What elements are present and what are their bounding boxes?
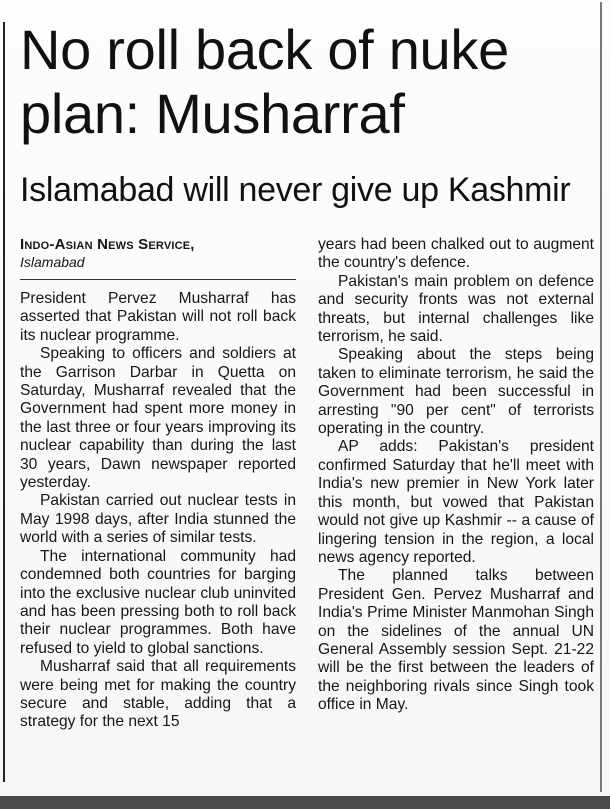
article-column-left [20, 236, 296, 732]
paragraph-7: Speaking about the steps being taken to eliminate terrorism, he said the Government had been successful in arresting "90 per cent" of terrorists operating in the country. [318, 346, 594, 438]
byline-divider [20, 279, 296, 280]
paragraph-5-end: years had been chalked out to augment the country's defence. [318, 236, 594, 272]
paragraph-8: AP adds: Pakistan's president confirmed Saturday that he'll meet with India's new premier in New York later this month, but vowed that Pakistan would not give up Kashmir -- a cause of lingering tension in the region, a local news agency reported. [318, 438, 594, 566]
right-edge-rule [600, 2, 602, 792]
byline: Indo-Asian News Service, [20, 236, 195, 253]
dateline: Islamabad [20, 254, 85, 270]
headline-line-1: No roll back of nuke [20, 18, 509, 81]
headline [20, 18, 600, 146]
paragraph-2: Speaking to officers and soldiers at the Garrison Darbar in Quetta on Saturday, Musharraf revealed that the Government had spent more money in the last three or four years improving its nuclear capability than during the last 30 years, Dawn newspaper reported yesterday. [20, 345, 296, 492]
paragraph-1: President Pervez Musharraf has asserted that Pakistan will not roll back its nuclear programme. [20, 290, 296, 344]
page-bottom-edge [0, 796, 610, 809]
paragraph-4: The international community had condemned both countries for barging into the exclusive nuclear club uninvited and has been pressing both to roll back their nuclear programmes. Both have refused to yield to global sanctions. [20, 547, 296, 657]
paragraph-5-start: Musharraf said that all requirements were being met for making the country secure and stable, adding that a strategy for the next 15 [20, 658, 296, 731]
paragraph-3: Pakistan carried out nuclear tests in May 1998 days, after India stunned the world with a series of similar tests. [20, 492, 296, 547]
left-column-rule [3, 22, 5, 782]
article-column-right [318, 236, 594, 715]
paragraph-6: Pakistan's main problem on defence and security fronts was not external threats, but internal challenges like terrorism, he said. [318, 272, 594, 346]
headline-line-2: plan: Musharraf [20, 82, 405, 145]
paragraph-9: The planned talks between President Gen. Pervez Musharraf and India's Prime Minister Manmohan Singh on the sidelines of the annual UN General Assembly session Sept. 21-22 will be the first between the leaders of the neighboring rivals since Singh took office in May. [318, 567, 594, 714]
subheadline: Islamabad will never give up Kashmir [20, 171, 571, 209]
